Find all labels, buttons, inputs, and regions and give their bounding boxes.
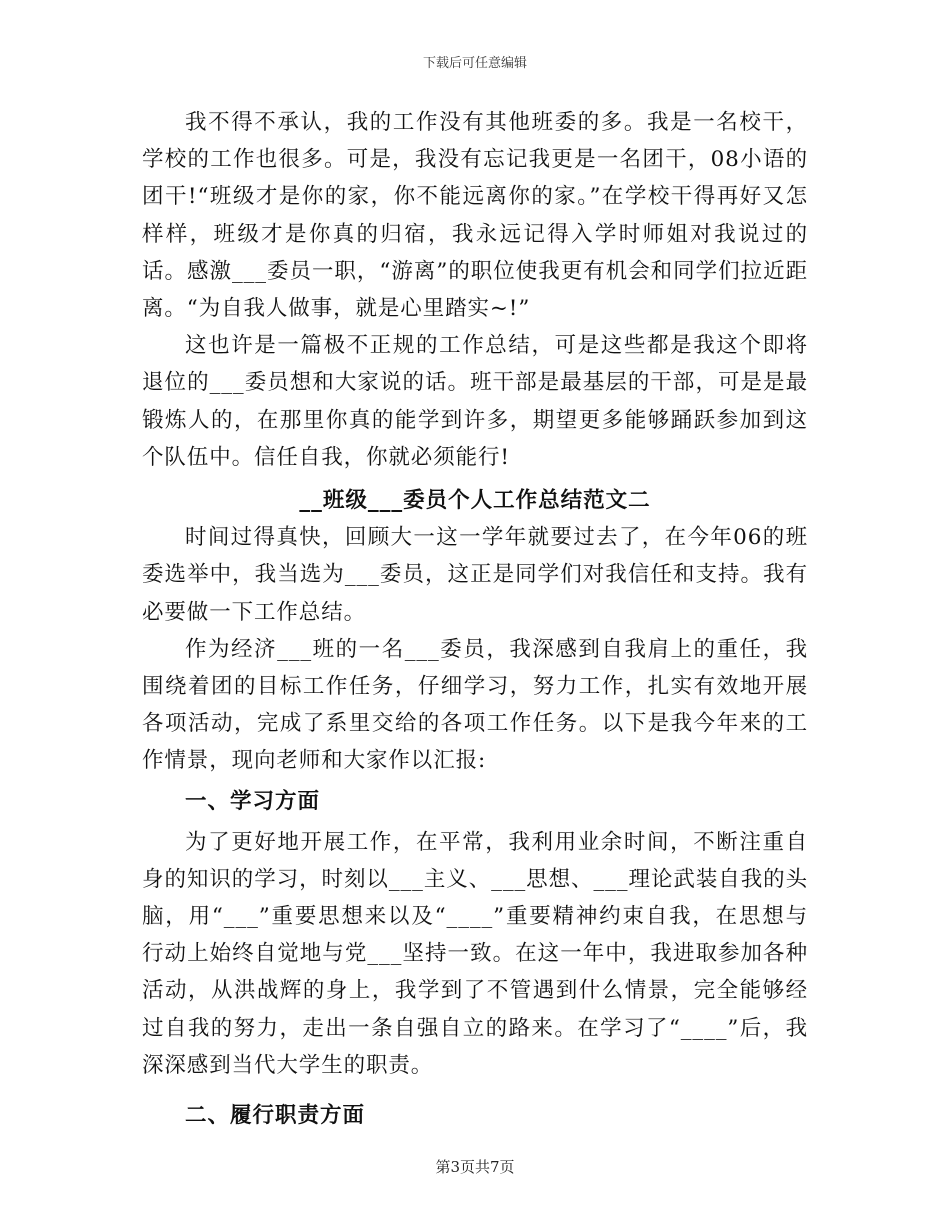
- page-header: 下载后可任意编辑: [422, 56, 527, 71]
- heading-duties: 二、履行职责方面: [185, 1103, 366, 1129]
- heading-study: 一、学习方面: [185, 788, 321, 814]
- paragraph-1: 我不得不承认，我的工作没有其他班委的多。我是一名校干，学校的工作也很多。可是，我没有忘记我更是一名团干，08小语的团干!“班级才是你的家，你不能远离你的家。”在学校干得再好又怎样样，班级才是你真的归宿，我永远记得入学时师姐对我说过的话。感激___委员一职，“游离”的职位使我更有机会和同学们拉近距离。“为自我人做事，就是心里踏实~!”: [142, 110, 808, 322]
- paragraph-3: 时间过得真快，回顾大一这一学年就要过去了，在今年06的班委选举中，我当选为___委员，这正是同学们对我信任和支持。我有必要做一下工作总结。: [142, 525, 808, 625]
- section-title: __班级___委员个人工作总结范文二: [299, 488, 651, 514]
- page-footer: 第3页共7页: [435, 1158, 515, 1176]
- paragraph-5: 为了更好地开展工作，在平常，我利用业余时间，不断注重自身的知识的学习，时刻以___主义、___思想、___理论武装自我的头脑，用“___”重要思想来以及“____”重要精神约束自我，在思想与行动上始终自觉地与党___坚持一致。在这一年中，我进取参加各种活动，从洪战辉的身上，我学到了不管遇到什么情景，完全能够经过自我的努力，走出一条自强自立的路来。在学习了“____”后，我深深感到当代大学生的职责。: [142, 829, 808, 1078]
- paragraph-4: 作为经济___班的一名___委员，我深感到自我肩上的重任，我围绕着团的目标工作任务，仔细学习，努力工作，扎实有效地开展各项活动，完成了系里交给的各项工作任务。以下是我今年来的工作情景，现向老师和大家作以汇报:: [142, 636, 808, 774]
- document-body: [142, 104, 808, 1138]
- paragraph-2: 这也许是一篇极不正规的工作总结，可是这些都是我这个即将退位的___委员想和大家说的话。班干部是最基层的干部，可是是最锻炼人的，在那里你真的能学到许多，期望更多能够踊跃参加到这个队伍中。信任自我，你就必须能行!: [142, 333, 808, 470]
